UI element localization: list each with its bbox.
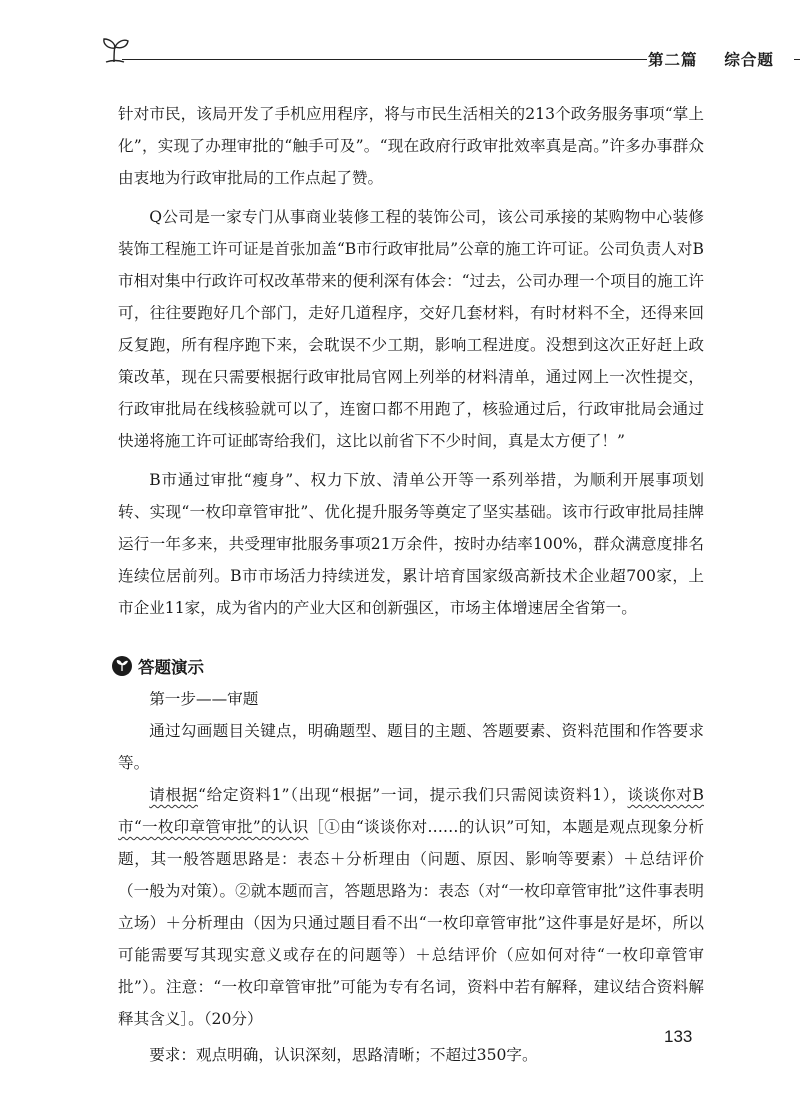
step-title: 第一步——审题 bbox=[149, 690, 259, 708]
header-topic: 综合题 bbox=[724, 51, 774, 69]
section-title: 答题演示 bbox=[138, 658, 204, 677]
page-number: 133 bbox=[664, 1027, 693, 1046]
header-rule-right bbox=[794, 59, 800, 60]
question-analysis bbox=[118, 779, 704, 1035]
header-rule-left bbox=[122, 59, 647, 60]
section-heading bbox=[112, 653, 204, 679]
step-intro: 通过勾画题目关键点，明确题型、题目的主题、答题要素、资料范围和作答要求等。 bbox=[118, 722, 704, 772]
paragraph-2: Q公司是一家专门从事商业装修工程的装饰公司，该公司承接的某购物中心装修装饰工程施工许可证是首张加盖“B市行政审批局”公章的施工许可证。公司负责人对B市相对集中行政许可权改革带来的便利深有体会：“过去，公司办理一个项目的施工许可，往往要跑好几个部门，走好几道程序，交好几套材料，有时材料不全，还得来回反复跑，所有程序跑下来，会耽误不少工期，影响工程进度。没想到这次正好赶上政策改革，现在只需要根据行政审批局官网上列举的材料清单，通过网上一次性提交，行政审批局在线核验就可以了，连窗口都不用跑了，核验通过后，行政审批局会通过快递将施工许可证邮寄给我们，这比以前省下不少时间，真是太方便了！” bbox=[118, 208, 704, 450]
sprout-icon bbox=[100, 36, 134, 66]
header-section: 第二篇 bbox=[648, 51, 698, 69]
question-material-note: “给定资料1”（出现“根据”一词，提示我们只需阅读资料1）， bbox=[197, 786, 628, 804]
question-explanation: ［①由“谈谈你对……的认识”可知，本题是观点现象分析题，其一般答题思路是：表态＋分析理由（问题、原因、影响等要素）＋总结评价（一般为对策）。②就本题而言，答题思路为：表态（对“一枚印章管审批”这件事表明立场）＋分析理由（因为只通过题目看不出“一枚印章管审批”这件事是好是坏，所以可能需要写其现实意义或存在的问题等）＋总结评价（应如何对待“一枚印章管审批”）。注意：“一枚印章管审批”可能为专有名词，资料中若有解释，建议结合资料解释其含义］。（20分） bbox=[118, 818, 704, 1028]
answer-demo-text bbox=[118, 683, 704, 1071]
running-header bbox=[100, 36, 780, 76]
paragraph-3: B市通过审批“瘦身”、权力下放、清单公开等一系列举措，为顺利开展事项划转、实现“一枚印章管审批”、优化提升服务等奠定了坚实基础。该市行政审批局挂牌运行一年多来，共受理审批服务事项21万余件，按时办结率100%，群众满意度排名连续位居前列。B市市场活力持续迸发，累计培育国家级高新技术企业超700家，上市企业11家，成为省内的产业大区和创新强区，市场主体增速居全省第一。 bbox=[118, 471, 704, 617]
header-title bbox=[648, 48, 774, 70]
paragraph-1: 针对市民，该局开发了手机应用程序，将与市民生活相关的213个政务服务事项“掌上化”，实现了办理审批的“触手可及”。“现在政府行政审批效率真是高。”许多办事群众由衷地为行政审批局的工作点起了赞。 bbox=[118, 105, 704, 187]
answer-requirement: 要求：观点明确，认识深刻，思路清晰；不超过350字。 bbox=[149, 1046, 538, 1064]
question-keyword-according: 请根据 bbox=[149, 786, 198, 804]
leaf-badge-icon bbox=[112, 656, 132, 676]
question-keyword-topic: 谈谈你对B市“一枚印章管审批”的认识 bbox=[118, 786, 704, 836]
material-text bbox=[118, 98, 704, 624]
